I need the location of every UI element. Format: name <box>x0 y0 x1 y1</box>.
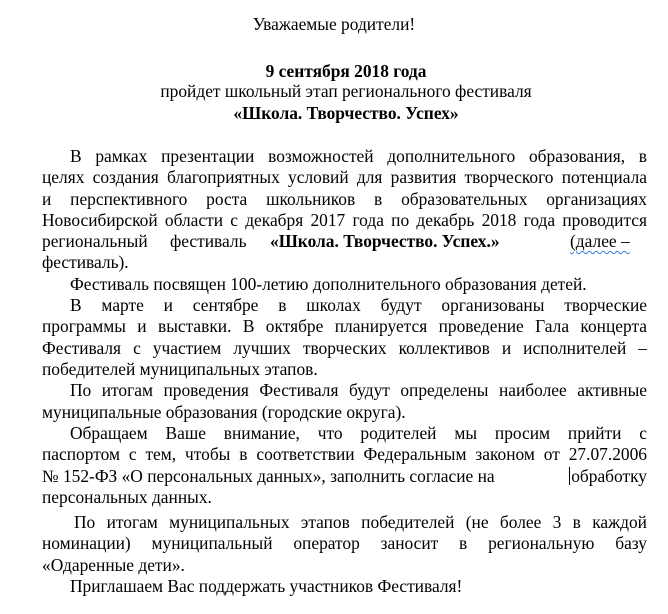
p1-line-5a: региональный <box>42 231 148 251</box>
p3-line-4: победителей муниципальных этапов. <box>42 359 318 379</box>
p5-line-3b <box>568 466 647 487</box>
p6-line-2: номинации) муниципальный оператор заносит в региональную базу <box>42 533 647 553</box>
p1-festival-name: «Школа. Творчество. Успех.» <box>270 231 500 251</box>
p6-line-3: «Одаренные дети». <box>42 555 185 575</box>
p3-line-1: В марте и сентябре в школах будут организованы творческие <box>70 295 647 315</box>
p4-line-1: По итогам проведения Фестиваля будут определены наиболее активные <box>70 380 647 400</box>
p5-line-2: паспортом с тем, чтобы в соответствии Федеральным законом от 27.07.2006 <box>42 444 647 464</box>
p1-line-6: фестиваль). <box>42 252 129 272</box>
event-subtitle: пройдет школьный этап регионального фестиваля <box>160 81 532 101</box>
greeting: Уважаемые родители! <box>252 14 416 34</box>
p6-line-1: По итогам муниципальных этапов победителей (не более 3 в каждой <box>74 512 647 532</box>
closing-line: Приглашаем Вас поддержать участников Фестиваля! <box>70 576 463 596</box>
p5-line-3 <box>42 466 647 487</box>
p1-line-4: Новосибирской области с декабря 2017 года по декабрь 2018 года проводится <box>42 210 647 230</box>
p1-line-1: В рамках презентации возможностей дополнительного образования, в <box>70 146 647 166</box>
p2-line-1: Фестиваль посвящен 100-летию дополнительного образования детей. <box>70 274 587 294</box>
p5-line-4: персональных данных. <box>42 487 212 507</box>
festival-name: «Школа. Творчество. Успех» <box>233 103 459 123</box>
p1-line-3: и перспективного роста школьников в образовательных организациях <box>42 189 647 209</box>
p4-line-2: муниципальные образования (городские округа). <box>42 402 406 422</box>
text-cursor <box>569 467 571 485</box>
p5-line-3a: № 152-ФЗ «О персональных данных», заполнить согласие на <box>42 466 495 486</box>
event-date: 9 сентября 2018 года <box>265 61 427 81</box>
p5-line-1: Обращаем Ваше внимание, что родителей мы просим прийти с <box>70 423 647 443</box>
p5-line-3b-text: обработку <box>571 466 647 486</box>
p1-line-5b: фестиваль <box>170 231 247 251</box>
p1-line-5d: (далее – <box>570 231 630 251</box>
p3-line-2: программы и выставки. В октябре планируется проведение Гала концерта <box>42 316 647 336</box>
p1-line-2: целях создания благоприятных условий для развития творческого потенциала <box>42 167 647 187</box>
p3-line-3: Фестиваля с участием лучших творческих коллективов и исполнителей – <box>42 338 647 358</box>
